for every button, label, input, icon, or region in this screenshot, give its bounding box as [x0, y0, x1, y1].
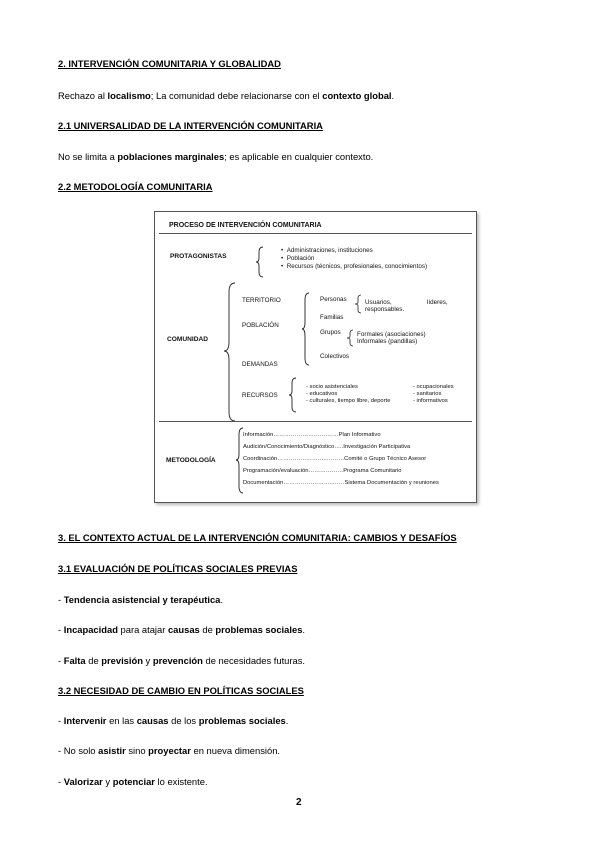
text: de — [199, 624, 216, 635]
recursos-brace — [288, 377, 298, 413]
bold-text: Falta — [63, 655, 86, 666]
text: No se limita a — [58, 151, 118, 162]
metodologia-item: Información……………………….……Plan Informativo — [243, 432, 381, 438]
personas-label: Personas — [320, 296, 347, 303]
usuarios-label: Usuarios, — [365, 299, 392, 306]
metodologia-item: Documentación……………………..……Sistema Documentación y reuniones — [243, 480, 439, 486]
text: . — [302, 624, 306, 635]
text: de necesidades futuras. — [202, 655, 306, 666]
bold-text: problemas sociales — [215, 624, 303, 635]
bold-text: potenciar — [112, 776, 155, 787]
bold-text: poblaciones marginales — [117, 151, 225, 162]
list-item — [58, 715, 288, 726]
section-2-2-title: 2.2 METODOLOGÍA COMUNITARIA — [58, 181, 213, 192]
comunidad-brace — [223, 282, 237, 422]
section-3-1-title: 3.1 EVALUACIÓN DE POLÍTICAS SOCIALES PREVIAS — [58, 563, 298, 574]
text: . — [285, 715, 289, 726]
text: - — [58, 715, 64, 726]
metodologia-item: Coordinación……………………..………Comité o Grupo Técnico Asesor — [243, 456, 427, 462]
responsables-label: responsables. — [365, 306, 405, 313]
bold-text: localismo — [107, 90, 151, 101]
list-item — [58, 655, 305, 666]
colectivos-label: Colectivos — [320, 353, 350, 360]
process-diagram — [154, 211, 477, 503]
bold-text: Tendencia asistencial y terapéutica — [63, 594, 221, 605]
personas-brace — [354, 294, 362, 314]
comunidad-label: COMUNIDAD — [167, 336, 209, 343]
text: y — [142, 655, 153, 666]
page-number: 2 — [296, 797, 302, 808]
text: en las — [106, 715, 137, 726]
bold-text: Valorizar — [63, 776, 103, 787]
text: . — [391, 90, 395, 101]
bold-text: Incapacidad — [63, 624, 118, 635]
section-2-text — [58, 90, 394, 101]
text: - No solo — [58, 745, 99, 756]
protagonistas-item: • Administraciones, instituciones — [281, 247, 373, 254]
protagonistas-brace — [255, 246, 265, 278]
formales-label: Formales (asociaciones) — [357, 331, 426, 338]
bold-text: problemas sociales — [198, 715, 286, 726]
text: Rechazo al — [58, 90, 108, 101]
bold-text: proyectar — [148, 745, 191, 756]
text: - — [58, 655, 64, 666]
diagram-title: PROCESO DE INTERVENCIÓN COMUNITARIA — [169, 222, 322, 229]
metodologia-label: METODOLOGÍA — [166, 457, 216, 464]
text: sino — [125, 745, 149, 756]
metodologia-item: Audición/Conocimiento/Diagnóstico…..Investigación Participativa — [243, 444, 411, 450]
familias-label: Familias — [320, 314, 344, 321]
section-2-1-title: 2.1 UNIVERSALIDAD DE LA INTERVENCIÓN COMUNITARIA — [58, 120, 323, 131]
section-2-title: 2. INTERVENCIÓN COMUNITARIA Y GLOBALIDAD — [58, 58, 281, 69]
text: . — [220, 594, 224, 605]
demandas-label: DEMANDAS — [242, 361, 278, 368]
text: en nueva dimensión. — [190, 745, 281, 756]
poblacion-label: POBLACIÓN — [242, 322, 279, 329]
bold-text: previsión — [101, 655, 143, 666]
text: ; es aplicable en cualquier contexto. — [224, 151, 374, 162]
text: ; La comunidad debe relacionarse con el — [150, 90, 323, 101]
text: y — [102, 776, 113, 787]
metodologia-item: Programación/evaluación………………Programa Comunitario — [243, 468, 402, 474]
protagonistas-item: • Recursos (técnicos, profesionales, conocimientos) — [281, 263, 428, 270]
list-item — [58, 624, 305, 635]
bold-text: prevención — [152, 655, 203, 666]
list-item — [58, 776, 208, 787]
section-2-1-text — [58, 151, 373, 162]
list-item — [58, 594, 223, 605]
recursos-item: - socio asistenciales — [306, 384, 358, 390]
protagonistas-label: PROTAGONISTAS — [170, 253, 227, 260]
list-item — [58, 745, 280, 756]
bold-text: causas — [167, 624, 200, 635]
text: de — [85, 655, 102, 666]
lideres-label: líderes, — [427, 299, 448, 306]
poblacion-brace — [301, 292, 311, 366]
bold-text: Intervenir — [63, 715, 107, 726]
grupos-label: Grupos — [320, 329, 341, 336]
text: - — [58, 624, 64, 635]
diagram-title-divider — [159, 233, 472, 234]
protagonistas-item: • Población — [281, 255, 315, 262]
grupos-brace — [346, 329, 354, 347]
recursos-item: - culturales, tiempo libre, deporte — [306, 398, 391, 404]
territorio-label: TERRITORIO — [242, 297, 281, 304]
recursos-item: - educativos — [306, 391, 338, 397]
metodologia-divider — [159, 421, 472, 422]
text: - — [58, 776, 64, 787]
recursos-item: - informativos — [413, 398, 448, 404]
text: lo existente. — [154, 776, 208, 787]
text: - — [58, 594, 64, 605]
text: de los — [168, 715, 199, 726]
section-3-title: 3. EL CONTEXTO ACTUAL DE LA INTERVENCIÓN COMUNITARIA: CAMBIOS Y DESAFÍOS — [58, 532, 457, 543]
bold-text: contexto global — [322, 90, 392, 101]
recursos-label: RECURSOS — [242, 392, 278, 399]
recursos-item: - sanitarios — [413, 391, 442, 397]
bold-text: asistir — [98, 745, 126, 756]
recursos-item: - ocupacionales — [413, 384, 454, 390]
bold-text: causas — [136, 715, 169, 726]
text: para atajar — [117, 624, 168, 635]
section-3-2-title: 3.2 NECESIDAD DE CAMBIO EN POLÍTICAS SOCIALES — [58, 685, 304, 696]
informales-label: Informales (pandillas) — [357, 338, 418, 345]
